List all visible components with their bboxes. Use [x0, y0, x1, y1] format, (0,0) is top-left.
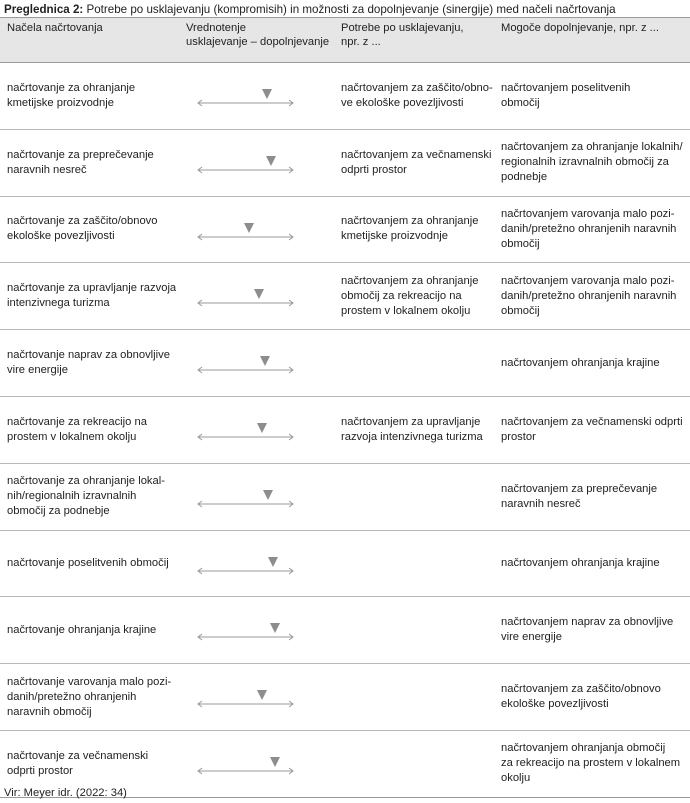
table-caption: [4, 2, 616, 17]
complement-cell: [501, 664, 686, 730]
rating-scale: [197, 356, 294, 376]
double-arrow-icon: [197, 233, 294, 241]
complement-text: načrtovanjem za zaščito/obnovo ekološke povezljivosti: [501, 683, 661, 711]
principle-cell: [7, 330, 182, 396]
header-principles: Načela načrtovanja: [7, 22, 103, 34]
coordination-cell: [341, 263, 493, 329]
complement-cell: [501, 130, 686, 196]
complement-text: načrtovanjem naprav za obnovljive vire energije: [501, 616, 674, 644]
principle-cell: [7, 664, 182, 730]
principle-text: načrtovanje varovanja malo pozi- danih/pretežno ohranjenih naravnih območij: [7, 675, 172, 718]
principle-cell: [7, 464, 182, 530]
table-row: [0, 664, 690, 731]
source-note: Vir: Meyer idr. (2022: 34): [4, 787, 127, 799]
double-arrow-icon: [197, 567, 294, 575]
coordination-cell: [341, 731, 493, 797]
double-arrow-icon: [197, 299, 294, 307]
coordination-text: načrtovanjem za upravljanje razvoja intenzivnega turizma: [341, 415, 483, 443]
double-arrow-icon: [197, 366, 294, 374]
complement-cell: [501, 731, 686, 797]
coordination-cell: [341, 531, 493, 597]
rating-marker-icon: [262, 89, 272, 99]
header-coordination: Potrebe po usklajevanju, npr. z ...: [341, 22, 464, 48]
complement-text: načrtovanjem varovanja malo pozi- danih/pretežno ohranjenih naravnih območij: [501, 274, 677, 317]
complement-text: načrtovanjem varovanja malo pozi- danih/pretežno ohranjenih naravnih območij: [501, 207, 677, 250]
rating-marker-icon: [266, 156, 276, 166]
table-header: [0, 17, 690, 63]
complement-cell: [501, 597, 686, 663]
complement-cell: [501, 330, 686, 396]
principle-cell: [7, 397, 182, 463]
complement-text: načrtovanjem za večnamenski odprti prostor: [501, 415, 683, 443]
coordination-text: načrtovanjem za večnamenski odprti prostor: [341, 148, 492, 176]
principle-text: načrtovanje za zaščito/obnovo ekološke povezljivosti: [7, 215, 158, 243]
principle-text: načrtovanje za ohranjanje kmetijske proizvodnje: [7, 81, 136, 109]
principle-cell: [7, 197, 182, 263]
principle-cell: [7, 597, 182, 663]
coordination-text: načrtovanjem za zaščito/obno- ve ekološke povezljivosti: [341, 81, 493, 109]
complement-text: načrtovanjem poselitvenih območij: [501, 81, 631, 109]
coordination-cell: [341, 63, 493, 129]
principle-text: načrtovanje za večnamenski odprti prostor: [7, 749, 149, 777]
complement-text: načrtovanjem ohranjanja območij za rekreacijo na prostem v lokalnem okolju: [501, 742, 681, 785]
table-row: [0, 464, 690, 531]
rating-scale: [197, 490, 294, 510]
complement-text: načrtovanjem za ohranjanje lokalnih/ regionalnih izravnalnih območij za podnebje: [501, 141, 683, 184]
double-arrow-icon: [197, 500, 294, 508]
double-arrow-icon: [197, 700, 294, 708]
complement-cell: [501, 197, 686, 263]
table-row: [0, 531, 690, 598]
table-row: [0, 330, 690, 397]
coordination-cell: [341, 597, 493, 663]
coordination-cell: [341, 464, 493, 530]
principle-text: načrtovanje poselitvenih območij: [7, 556, 169, 569]
caption-text: Potrebe po usklajevanju (kompromisih) in možnosti za dopolnjevanje (sinergije) med načeli načrtovanja: [86, 3, 616, 16]
rating-marker-icon: [244, 223, 254, 233]
rating-scale: [197, 223, 294, 243]
principle-text: načrtovanje za ohranjanje lokal- nih/regionalnih izravnalnih območij za podnebje: [7, 475, 165, 518]
rating-scale: [197, 423, 294, 443]
caption-label: Preglednica 2:: [4, 3, 84, 16]
coordination-cell: [341, 397, 493, 463]
rating-scale: [197, 690, 294, 710]
coordination-cell: [341, 664, 493, 730]
table-body: [0, 63, 690, 798]
rating-marker-icon: [260, 356, 270, 366]
table-row: [0, 197, 690, 264]
complement-cell: [501, 531, 686, 597]
header-complement: Mogoče dopolnjevanje, npr. z ...: [501, 22, 659, 34]
complement-cell: [501, 263, 686, 329]
coordination-text: načrtovanjem za ohranjanje območij za rekreacijo na prostem v lokalnem okolju: [341, 274, 479, 317]
principle-cell: [7, 63, 182, 129]
complement-cell: [501, 464, 686, 530]
rating-scale: [197, 289, 294, 309]
coordination-cell: [341, 130, 493, 196]
principle-text: načrtovanje ohranjanja krajine: [7, 623, 157, 636]
double-arrow-icon: [197, 767, 294, 775]
planning-principles-table: [0, 17, 690, 798]
rating-marker-icon: [257, 423, 267, 433]
coordination-cell: [341, 330, 493, 396]
double-arrow-icon: [197, 433, 294, 441]
principle-text: načrtovanje za upravljanje razvoja intenzivnega turizma: [7, 282, 177, 310]
complement-text: načrtovanjem ohranjanja krajine: [501, 556, 660, 569]
principle-text: načrtovanje za preprečevanje naravnih nesreč: [7, 148, 154, 176]
rating-marker-icon: [257, 690, 267, 700]
rating-marker-icon: [270, 757, 280, 767]
principle-cell: [7, 130, 182, 196]
rating-scale: [197, 623, 294, 643]
coordination-cell: [341, 197, 493, 263]
principle-text: načrtovanje naprav za obnovljive vire energije: [7, 349, 170, 377]
coordination-text: načrtovanjem za ohranjanje kmetijske proizvodnje: [341, 215, 479, 243]
table-row: [0, 130, 690, 197]
header-rating: Vrednotenje usklajevanje – dopolnjevanje: [186, 22, 330, 48]
table-row: [0, 63, 690, 130]
complement-cell: [501, 63, 686, 129]
rating-marker-icon: [263, 490, 273, 500]
double-arrow-icon: [197, 99, 294, 107]
complement-text: načrtovanjem za preprečevanje naravnih nesreč: [501, 482, 658, 510]
rating-marker-icon: [268, 557, 278, 567]
rating-scale: [197, 89, 294, 109]
rating-marker-icon: [254, 289, 264, 299]
table-row: [0, 397, 690, 464]
principle-text: načrtovanje za rekreacijo na prostem v lokalnem okolju: [7, 415, 147, 443]
complement-cell: [501, 397, 686, 463]
table-row: [0, 597, 690, 664]
rating-scale: [197, 156, 294, 176]
complement-text: načrtovanjem ohranjanja krajine: [501, 356, 660, 369]
double-arrow-icon: [197, 166, 294, 174]
rating-marker-icon: [270, 623, 280, 633]
principle-cell: [7, 263, 182, 329]
principle-cell: [7, 531, 182, 597]
double-arrow-icon: [197, 633, 294, 641]
table-row: [0, 263, 690, 330]
rating-scale: [197, 557, 294, 577]
rating-scale: [197, 757, 294, 777]
